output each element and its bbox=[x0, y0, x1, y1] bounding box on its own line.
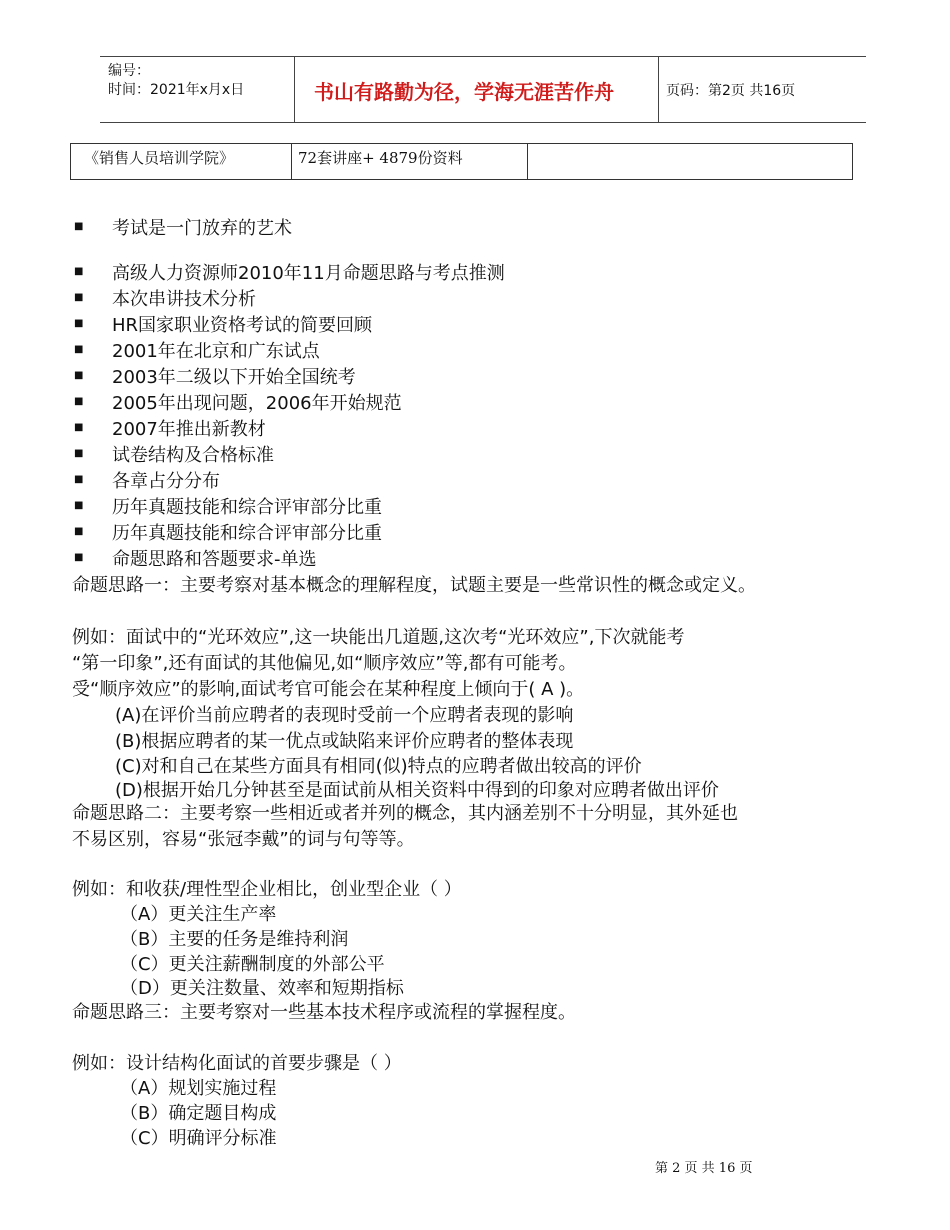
question-one-option-b: (B)根据应聘者的某一优点或缺陷来评价应聘者的整体表现 bbox=[115, 731, 574, 752]
header-motto: 书山有路勤为径，学海无涯苦作舟 bbox=[314, 80, 614, 104]
bullet-icon: ■ bbox=[74, 344, 84, 355]
list-item: 2001年在北京和广东试点 bbox=[112, 341, 320, 362]
bullet-icon: ■ bbox=[74, 370, 84, 381]
list-item: 历年真题技能和综合评审部分比重 bbox=[112, 523, 382, 544]
example-two-option-d: （D）更关注数量、效率和短期指标 bbox=[120, 978, 404, 999]
bullet-icon: ■ bbox=[74, 422, 84, 433]
bullet-icon: ■ bbox=[74, 526, 84, 537]
idea-one: 命题思路一：主要考察对基本概念的理解程度，试题主要是一些常识性的概念或定义。 bbox=[72, 575, 756, 596]
example-three: 例如：设计结构化面试的首要步骤是（ ） bbox=[72, 1053, 402, 1074]
header-page-info: 页码：第2页 共16页 bbox=[666, 83, 796, 99]
bullet-icon: ■ bbox=[74, 500, 84, 511]
list-item: 本次串讲技术分析 bbox=[112, 289, 256, 310]
example-three-option-a: （A）规划实施过程 bbox=[120, 1078, 277, 1099]
idea-two-line2: 不易区别，容易“张冠李戴”的词与句等等。 bbox=[72, 829, 415, 850]
example-one-line2: “第一印象”,还有面试的其他偏见,如“顺序效应”等,都有可能考。 bbox=[72, 653, 577, 674]
table-cell-divider bbox=[527, 144, 528, 179]
list-item: 试卷结构及合格标准 bbox=[112, 445, 274, 466]
header-top-rule bbox=[100, 56, 866, 57]
header-time-label: 时间：2021年x月x日 bbox=[108, 82, 245, 98]
list-item: HR国家职业资格考试的简要回顾 bbox=[112, 315, 373, 336]
list-item: 各章占分分布 bbox=[112, 471, 220, 492]
header-divider bbox=[294, 56, 295, 122]
idea-three: 命题思路三：主要考察对一些基本技术程序或流程的掌握程度。 bbox=[72, 1002, 576, 1023]
question-one: 受“顺序效应”的影响,面试考官可能会在某种程度上倾向于( A )。 bbox=[72, 679, 585, 700]
bullet-icon: ■ bbox=[74, 474, 84, 485]
list-item: 高级人力资源师2010年11月命题思路与考点推测 bbox=[112, 263, 505, 284]
question-one-option-c: (C)对和自己在某些方面具有相同(似)特点的应聘者做出较高的评价 bbox=[115, 756, 642, 777]
footer-page-number: 第 2 页 共 16 页 bbox=[655, 1161, 753, 1176]
example-two-option-c: （C）更关注薪酬制度的外部公平 bbox=[120, 954, 385, 975]
info-table-cell-title: 《销售人员培训学院》 bbox=[84, 149, 235, 167]
bullet-icon: ■ bbox=[74, 552, 84, 563]
header-number-label: 编号： bbox=[108, 63, 150, 79]
header-divider bbox=[658, 56, 659, 122]
list-item: 考试是一门放弃的艺术 bbox=[112, 218, 292, 239]
example-one-line1: 例如：面试中的“光环效应”,这一块能出几道题,这次考“光环效应”,下次就能考 bbox=[72, 627, 685, 648]
question-one-option-a: (A)在评价当前应聘者的表现时受前一个应聘者表现的影响 bbox=[115, 705, 574, 726]
info-table-cell-resources: 72套讲座+ 4879份资料 bbox=[298, 149, 463, 167]
list-item: 2005年出现问题，2006年开始规范 bbox=[112, 393, 402, 414]
bullet-icon: ■ bbox=[74, 318, 84, 329]
example-two-option-a: （A）更关注生产率 bbox=[120, 904, 277, 925]
header-bottom-rule bbox=[100, 122, 866, 123]
bullet-icon: ■ bbox=[74, 448, 84, 459]
example-three-option-b: （B）确定题目构成 bbox=[120, 1103, 277, 1124]
bullet-icon: ■ bbox=[74, 396, 84, 407]
example-three-option-c: （C）明确评分标准 bbox=[120, 1128, 277, 1149]
list-item: 2003年二级以下开始全国统考 bbox=[112, 367, 356, 388]
example-two-option-b: （B）主要的任务是维持利润 bbox=[120, 929, 349, 950]
question-one-option-d: (D)根据开始几分钟甚至是面试前从相关资料中得到的印象对应聘者做出评价 bbox=[115, 780, 719, 801]
list-item: 历年真题技能和综合评审部分比重 bbox=[112, 497, 382, 518]
table-cell-divider bbox=[291, 144, 292, 179]
list-item: 命题思路和答题要求-单选 bbox=[112, 549, 317, 570]
list-item: 2007年推出新教材 bbox=[112, 419, 266, 440]
bullet-icon: ■ bbox=[74, 292, 84, 303]
bullet-icon: ■ bbox=[74, 266, 84, 277]
bullet-icon: ■ bbox=[74, 221, 84, 232]
example-two: 例如：和收获/理性型企业相比，创业型企业（ ） bbox=[72, 879, 462, 900]
idea-two-line1: 命题思路二：主要考察一些相近或者并列的概念，其内涵差别不十分明显，其外延也 bbox=[72, 803, 738, 824]
